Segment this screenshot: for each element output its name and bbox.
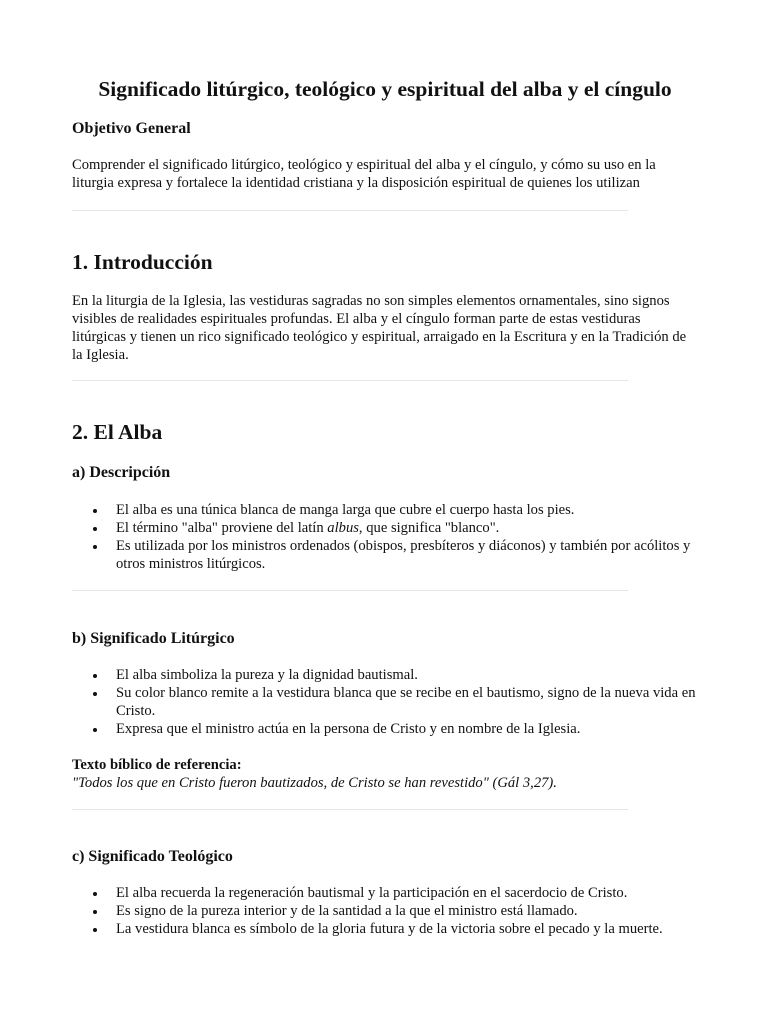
list-item: La vestidura blanca es símbolo de la gloria futura y de la victoria sobre el pecado y la muerte.: [116, 920, 756, 938]
reference-label: Texto bíblico de referencia:: [72, 757, 242, 773]
reference-quote: "Todos los que en Cristo fueron bautizados, de Cristo se han revestido" (Gál 3,27).: [72, 775, 557, 791]
objetivo-text: Comprender el significado litúrgico, teológico y espiritual del alba y el cíngulo, y cómo su uso en la liturgia expresa y fortalece la identidad cristiana y la disposición espiritual de quienes los utilizan: [72, 157, 656, 191]
section-divider: [72, 210, 628, 211]
alba-heading: 2. El Alba: [72, 420, 163, 444]
list-item: Su color blanco remite a la vestidura blanca que se recibe en el bautismo, signo de la nueva vida en Cristo.: [116, 684, 698, 720]
teologico-heading: c) Significado Teológico: [72, 848, 233, 865]
objetivo-heading: Objetivo General: [72, 120, 191, 137]
list-item: El alba simboliza la pureza y la dignidad bautismal.: [116, 666, 698, 684]
list-item-italic: albus: [327, 520, 359, 536]
list-item: El alba recuerda la regeneración bautismal y la participación en el sacerdocio de Cristo.: [116, 884, 756, 902]
liturgico-list: [72, 666, 698, 738]
teologico-list: [72, 884, 756, 938]
liturgico-heading: b) Significado Litúrgico: [72, 630, 235, 647]
list-item: Es utilizada por los ministros ordenados (obispos, presbíteros y diáconos) y también por acólitos y otros ministros litúrgicos.: [116, 537, 698, 573]
section-divider: [72, 590, 628, 591]
list-item-text: El término "alba" proviene del latín: [116, 520, 328, 536]
list-item-tail: , que significa "blanco".: [358, 520, 500, 536]
list-item: Es signo de la pureza interior y de la santidad a la que el ministro está llamado.: [116, 902, 756, 920]
descripcion-list: [72, 501, 698, 573]
list-item: [116, 519, 698, 537]
list-item: Expresa que el ministro actúa en la persona de Cristo y en nombre de la Iglesia.: [116, 720, 698, 738]
section-divider: [72, 809, 628, 810]
descripcion-heading: a) Descripción: [72, 464, 171, 481]
intro-text: En la liturgia de la Iglesia, las vestiduras sagradas no son simples elementos ornamentales, sino signos visibles de realidades espirituales profundas. El alba y el cíngulo forman parte de estas vestiduras litúrgicas y tienen un rico significado teológico y espiritual, arraigado en la Escritura y en la Tradición de la Iglesia.: [72, 293, 687, 363]
list-item: El alba es una túnica blanca de manga larga que cubre el cuerpo hasta los pies.: [116, 501, 698, 519]
section-divider: [72, 380, 628, 381]
document-title: Significado litúrgico, teológico y espiritual del alba y el cíngulo: [98, 77, 672, 101]
intro-heading: 1. Introducción: [72, 250, 213, 274]
